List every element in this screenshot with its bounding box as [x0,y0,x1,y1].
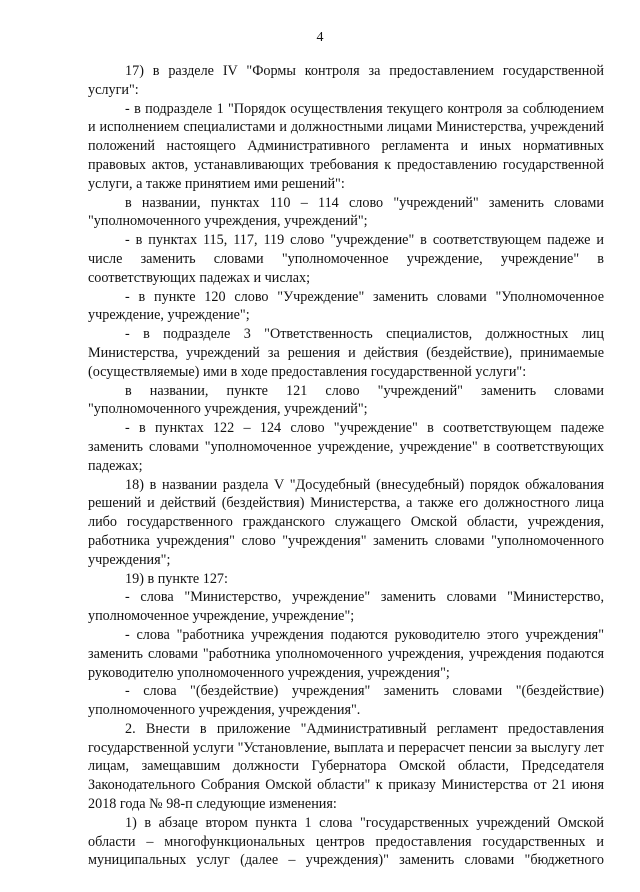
paragraph-17: 17) в разделе IV "Формы контроля за предоставлением государственной услуги": [88,63,604,98]
page-number: 4 [316,30,324,45]
paragraph-items-110-114: в названии, пунктах 110 – 114 слово "учреждений" заменить словами "уполномоченного учреждения, учреждений"; [88,194,604,230]
paragraph-2: 2. Внести в приложение "Административный регламент предоставления государственной услуги "Установление, выплата и перерасчет пенсии за выслугу лет лицам, замещавшим должности Губернатора Омской области, Председателя Законодательного Собрания Омской области" к приказу Министерства от 21 июня 2018 года № 98-п следующие изменения: [88,720,604,813]
document-body [88,62,604,870]
paragraph-item-120: - в пункте 120 слово "Учреждение" заменить словами "Уполномоченное учреждение, учреждение"; [88,288,604,324]
paragraph-item-121: в названии, пункте 121 слово "учреждений" заменить словами "уполномоченного учреждения, учреждений"; [88,382,604,418]
paragraph-19-a: - слова "Министерство, учреждение" заменить словами "Министерство, уполномоченное учреждение, учреждение"; [88,589,604,625]
paragraph-items-115-119: - в пунктах 115, 117, 119 слово "учреждение" в соответствующем падеже и числе заменить словами "уполномоченное учреждение, учреждение" в соответствующих падежах и числах; [88,232,604,286]
paragraph-items-122-124: - в пунктах 122 – 124 слово "учреждение" в соответствующем падеже заменить словами "уполномоченное учреждение, учреждение" в соответствующих падежах; [88,420,604,474]
paragraph-subsection-1: - в подразделе 1 "Порядок осуществления текущего контроля за соблюдением и исполнением специалистами и должностными лицами Министерства, учреждений положений настоящего Административного регламента и иных нормативных правовых актов, устанавливающих требования к предоставлению государственной услуги, а также принятием ими решений": [88,100,604,192]
paragraph-19-c: - слова "(бездействие) учреждения" заменить словами "(бездействие) уполномоченного учреждения, учреждения". [88,683,604,719]
paragraph-2-1: 1) в абзаце втором пункта 1 слова "государственных учреждений Омской области – многофункциональных центров предоставления государственных и муниципальных услуг (далее – учреждения)" заменить словами "бюджетного [88,814,604,869]
paragraph-19-b: - слова "работника учреждения подаются руководителю этого учреждения" заменить словами "работника уполномоченного учреждения, учреждения подаются руководителю уполномоченного учреждения, учреждения"; [88,626,604,681]
paragraph-subsection-3: - в подразделе 3 "Ответственность специалистов, должностных лиц Министерства, учреждений за решения и действия (бездействие), принимаемые (осуществляемые) ими в ходе предоставления государственной услуги": [88,326,604,380]
paragraph-18: 18) в названии раздела V "Досудебный (внесудебный) порядок обжалования решений и действий (бездействия) Министерства, а также его должностного лица либо государственного гражданского служащего Омской области, учреждения, работника учреждения" слово "учреждения" заменить словами "уполномоченного учреждения"; [88,476,604,568]
paragraph-19: 19) в пункте 127: [125,570,228,587]
